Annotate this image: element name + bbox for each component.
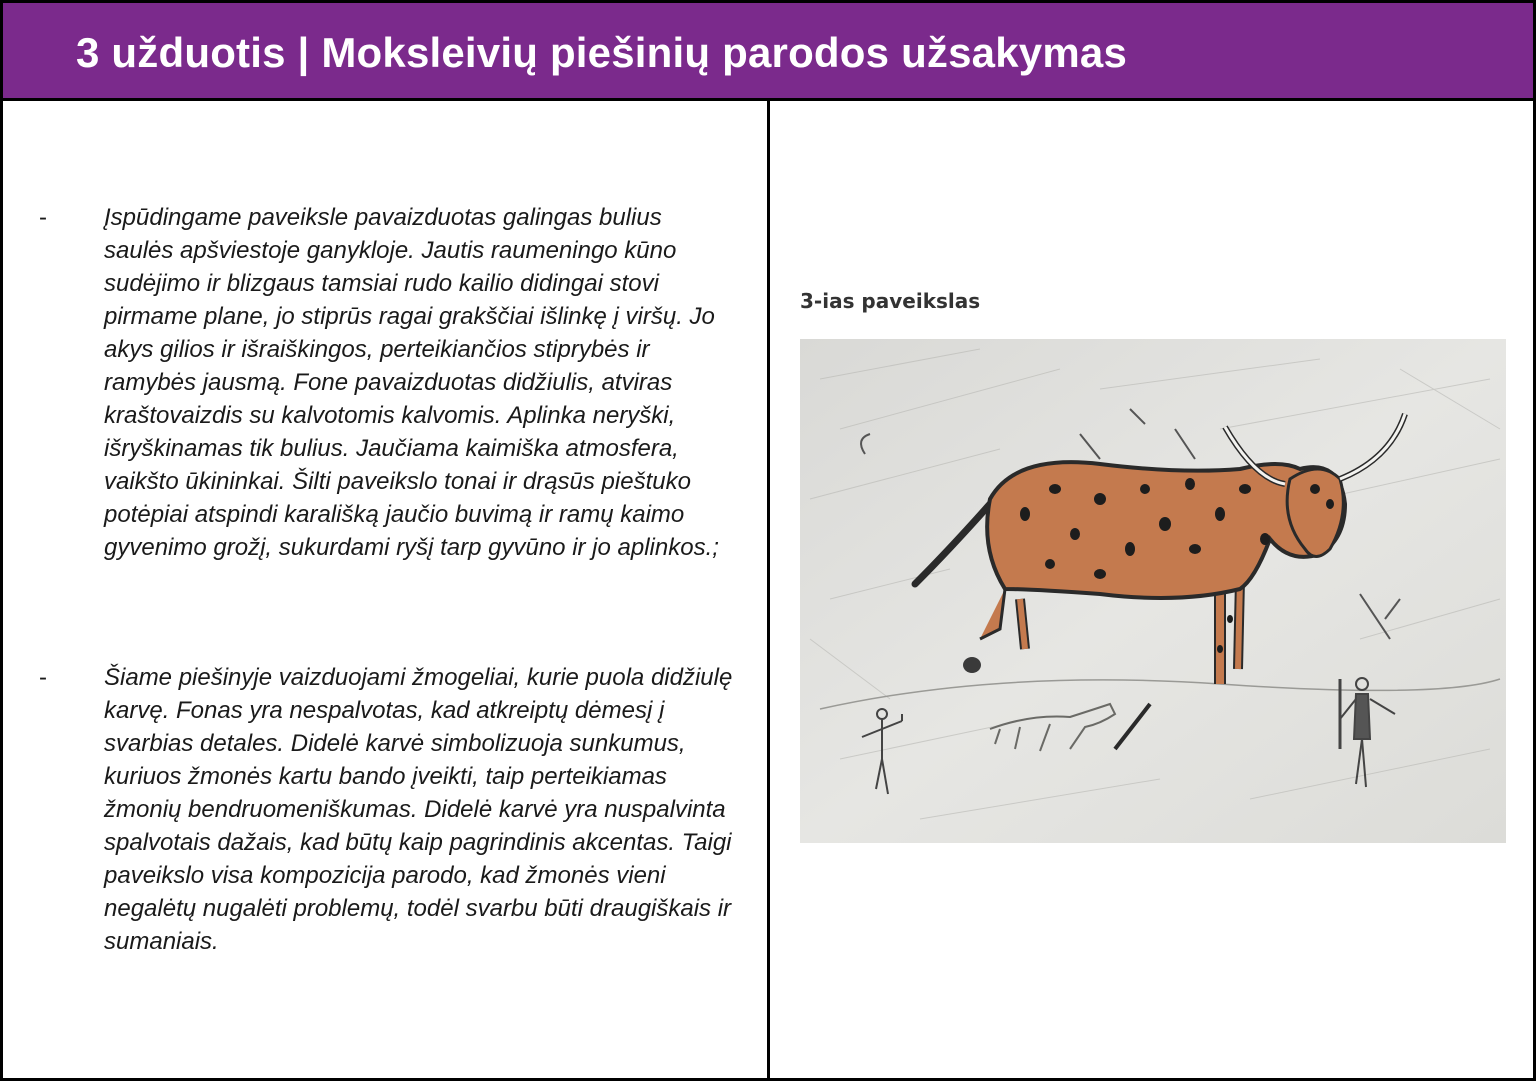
- header-bar: [3, 3, 1533, 101]
- figure-caption: 3-ias paveikslas: [800, 289, 981, 313]
- bullet-text: Įspūdingame paveiksle pavaizduotas galingas bulius saulės apšviestoje ganykloje. Jautis raumeningo kūno sudėjimo ir blizgaus tamsiai rudo kailio didingai stovi pirmame plane, jo stiprūs ragai grakščiai išlinkę į viršų. Jo akys gilios ir išraiškingos, perteikiančios stiprybės ir ramybės jausmą. Fone pavaizduotas didžiulis, atviras kraštovaizdis su kalvotomis kalvomis. Aplinka neryški, išryškinamas tik bulius. Jaučiama kaimiška atmosfera, vaikšto ūkininkai. Šilti paveikslo tonai ir drąsūs pieštuko potėpiai atspindi karališką jaučio buvimą ir ramų kaimo gyvenimo grožį, sukurdami ryšį tarp gyvūno ir jo aplinkos.;: [104, 204, 719, 561]
- cave-drawing-illustration: [800, 339, 1506, 843]
- bullet-marker: -: [39, 664, 47, 691]
- page-title: 3 užduotis | Moksleivių piešinių parodos užsakymas: [76, 29, 1128, 76]
- bullet-text: Šiame piešinyje vaizduojami žmogeliai, kurie puola didžiulę karvę. Fonas yra nespalvotas, kad atkreiptų dėmesį į svarbias detales. Didelė karvė simbolizuoja sunkumus, kuriuos žmonės kartu bando įveikti, taip perteikiamas žmonių bendruomeniškumas. Didelė karvė yra nuspalvinta spalvotais dažais, kad būtų kaip pagrindinis akcentas. Taigi paveikslo visa kompozicija parodo, kad žmonės vieni negalėtų nugalėti problemų, todėl svarbu būti draugiškais ir sumaniais.: [104, 664, 733, 955]
- text-column: [3, 101, 767, 1081]
- figure-column: [770, 101, 1533, 1081]
- figure-image: [800, 339, 1506, 843]
- bullet-marker: -: [39, 204, 47, 231]
- ink-mark: [963, 657, 981, 673]
